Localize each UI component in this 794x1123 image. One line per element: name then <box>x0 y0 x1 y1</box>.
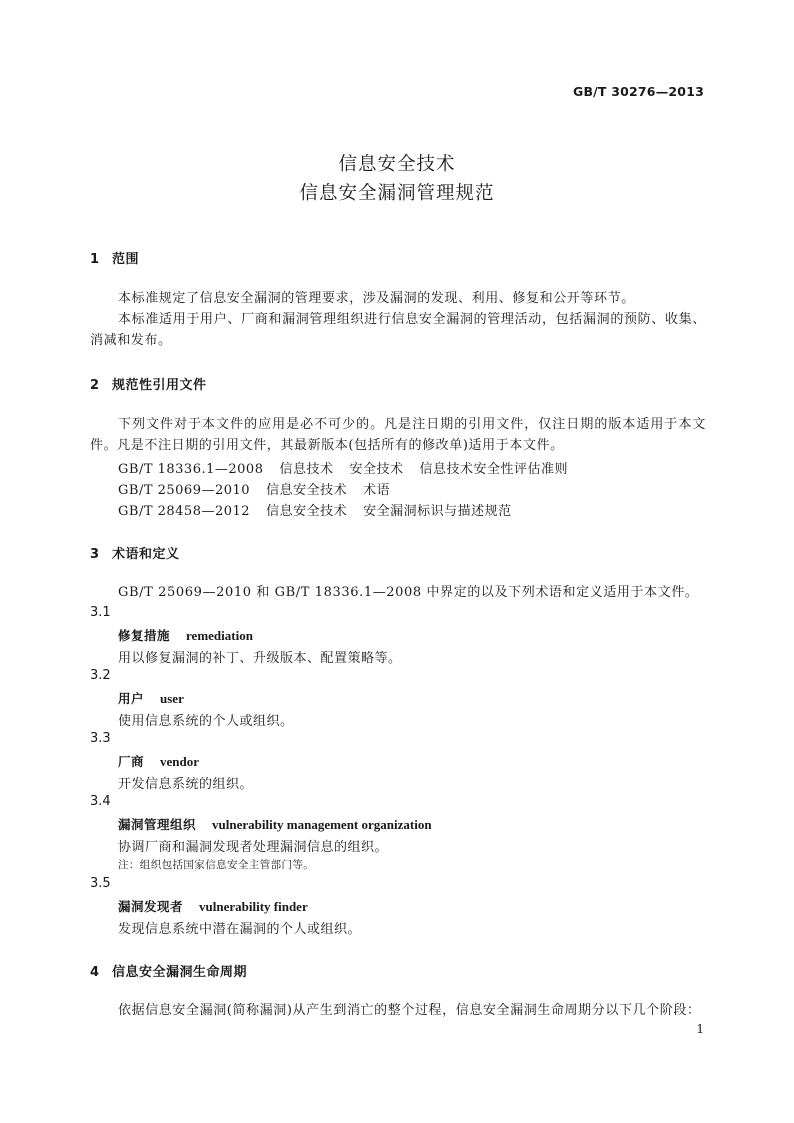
term-chinese: 漏洞发现者 <box>118 899 184 914</box>
reference-code: GB/T 18336.1—2008 <box>118 462 264 477</box>
term-chinese: 修复措施 <box>118 628 171 643</box>
term-english: vulnerability management organization <box>212 817 432 832</box>
term-entry <box>118 815 432 833</box>
section-2-paragraph-1: 下列文件对于本文件的应用是必不可少的。凡是注日期的引用文件，仅注日期的版本适用于本文件。凡是不注日期的引用文件，其最新版本(包括所有的修改单)适用于本文件。 <box>90 417 706 453</box>
term-number: 3.2 <box>90 668 111 683</box>
term-english: vendor <box>160 754 200 769</box>
section-3-intro: GB/T 25069—2010 和 GB/T 18336.1—2008 中界定的以及下列术语和定义适用于本文件。 <box>118 585 699 600</box>
term-definition: 用以修复漏洞的补丁、升级版本、配置策略等。 <box>118 651 402 666</box>
reference-title-part: 信息安全技术 <box>266 483 348 498</box>
term-number: 3.4 <box>90 794 111 809</box>
term-english: remediation <box>186 628 253 643</box>
term-definition: 开发信息系统的组织。 <box>118 777 254 792</box>
section-1-paragraph-1: 本标准规定了信息安全漏洞的管理要求，涉及漏洞的发现、利用、修复和公开等环节。 <box>118 291 635 306</box>
term-entry <box>118 752 199 770</box>
section-4-paragraph-1: 依据信息安全漏洞(简称漏洞)从产生到消亡的整个过程，信息安全漏洞生命周期分以下几个阶段： <box>118 1003 701 1018</box>
reference-title-part: 术语 <box>363 483 391 498</box>
section-3-heading <box>90 543 180 562</box>
reference-title-part: 信息安全技术 <box>266 504 348 519</box>
reference-title-part: 安全漏洞标识与描述规范 <box>363 504 512 519</box>
section-title: 范围 <box>112 252 140 267</box>
term-chinese: 漏洞管理组织 <box>118 817 197 832</box>
term-entry <box>118 689 184 707</box>
document-title-line1: 信息安全技术 <box>338 154 456 175</box>
section-number: 2 <box>90 378 100 393</box>
term-definition: 使用信息系统的个人或组织。 <box>118 714 294 729</box>
term-definition: 发现信息系统中潜在漏洞的个人或组织。 <box>118 922 362 937</box>
reference-code: GB/T 25069—2010 <box>118 483 251 498</box>
reference-item <box>118 500 512 519</box>
term-chinese: 厂商 <box>118 754 145 769</box>
term-entry <box>118 897 308 915</box>
term-number: 3.5 <box>90 876 111 891</box>
standard-code: GB/T 30276—2013 <box>572 84 704 99</box>
section-title: 术语和定义 <box>112 547 180 562</box>
reference-code: GB/T 28458—2012 <box>118 504 251 519</box>
document-title-line2: 信息安全漏洞管理规范 <box>299 183 495 204</box>
section-title: 规范性引用文件 <box>112 378 207 393</box>
section-title: 信息安全漏洞生命周期 <box>112 965 248 980</box>
reference-item <box>118 479 390 498</box>
section-number: 3 <box>90 547 100 562</box>
term-definition: 协调厂商和漏洞发现者处理漏洞信息的组织。 <box>118 840 389 855</box>
section-1-heading <box>90 248 139 267</box>
section-2-heading <box>90 374 207 393</box>
term-entry <box>118 626 253 644</box>
section-4-heading <box>90 961 247 980</box>
term-english: vulnerability finder <box>199 899 308 914</box>
section-number: 1 <box>90 252 100 267</box>
term-english: user <box>160 691 184 706</box>
page-number: 1 <box>696 1022 704 1036</box>
reference-title-part: 信息技术 <box>279 462 334 477</box>
term-number: 3.3 <box>90 731 111 746</box>
section-1-paragraph-2: 本标准适用于用户、厂商和漏洞管理组织进行信息安全漏洞的管理活动，包括漏洞的预防、收集、消减和发布。 <box>90 312 706 348</box>
term-chinese: 用户 <box>118 691 145 706</box>
term-number: 3.1 <box>90 605 111 620</box>
term-note: 注：组织包括国家信息安全主管部门等。 <box>118 859 315 871</box>
reference-item <box>118 458 568 477</box>
reference-title-part: 信息技术安全性评估准则 <box>419 462 569 477</box>
reference-title-part: 安全技术 <box>349 462 404 477</box>
section-number: 4 <box>90 965 100 980</box>
